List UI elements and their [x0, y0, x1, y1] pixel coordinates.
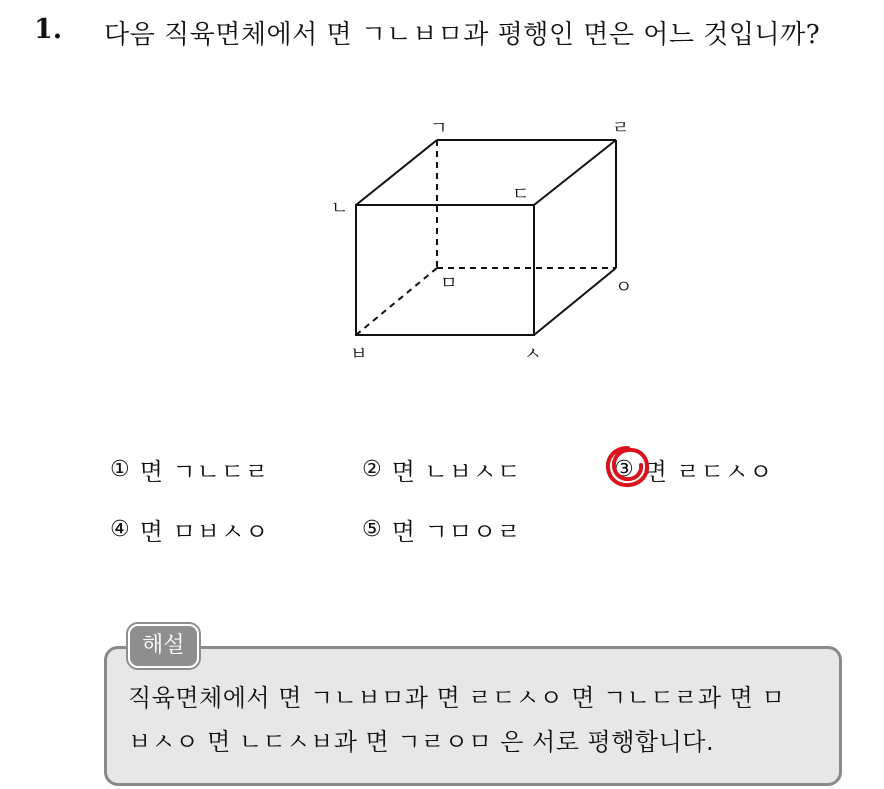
choice-4[interactable]: [110, 512, 269, 547]
choice-2[interactable]: [362, 452, 521, 487]
vertex-label-g: ㄱ: [430, 118, 448, 139]
choice-text: 면 ㅁㅂㅅㅇ: [139, 518, 270, 546]
front-face: [356, 205, 534, 335]
answer-circle-stroke: [608, 448, 647, 485]
edge-s-o: [534, 268, 616, 335]
choice-5[interactable]: [362, 512, 521, 547]
vertex-label-o: ㅇ: [615, 277, 633, 298]
vertex-label-b: ㅂ: [350, 344, 368, 365]
choice-text: 면 ㄴㅂㅅㄷ: [391, 458, 522, 486]
explanation-text: [128, 676, 828, 764]
vertex-label-s: ㅅ: [524, 344, 542, 365]
vertex-label-d: ㄷ: [512, 184, 530, 205]
choice-number: ③: [614, 457, 634, 482]
question-text: 다음 직육면체에서 면 ㄱㄴㅂㅁ과 평행인 면은 어느 것입니까?: [104, 20, 821, 50]
explanation-line-2: ㅂㅅㅇ 면 ㄴㄷㅅㅂ과 면 ㄱㄹㅇㅁ 은 서로 평행합니다.: [128, 728, 715, 756]
vertex-label-r: ㄹ: [612, 118, 630, 139]
choice-number: ④: [110, 517, 130, 542]
choice-number: ②: [362, 457, 382, 482]
edge-b-m: [356, 268, 437, 335]
vertex-label-m: ㅁ: [440, 273, 458, 294]
explanation-line-1: 직육면체에서 면 ㄱㄴㅂㅁ과 면 ㄹㄷㅅㅇ 면 ㄱㄴㄷㄹ과 면 ㅁ: [128, 684, 786, 712]
cuboid-hidden-edges: [356, 140, 616, 335]
question-number: 1.: [34, 14, 63, 45]
choice-text: 면 ㄱㄴㄷㄹ: [139, 458, 270, 486]
choice-1[interactable]: [110, 452, 269, 487]
choice-text: 면 ㄱㅁㅇㄹ: [391, 518, 522, 546]
vertex-label-n: ㄴ: [331, 198, 349, 219]
edge-n-g: [356, 140, 437, 205]
edge-d-r: [534, 140, 616, 205]
answer-circle-mark: [604, 444, 652, 490]
cuboid-edges: [356, 140, 616, 335]
choice-number: ⑤: [362, 517, 382, 542]
choice-text: 면 ㄹㄷㅅㅇ: [643, 458, 774, 486]
choice-number: ①: [110, 457, 130, 482]
explanation-tag: 해설: [128, 624, 199, 668]
